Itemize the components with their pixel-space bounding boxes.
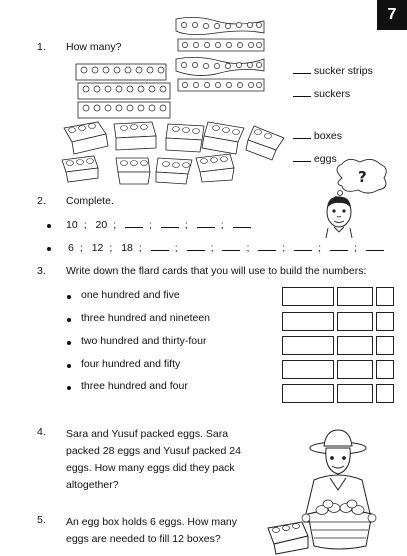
answer-label: eggs xyxy=(313,153,337,165)
boy-avatar xyxy=(322,194,356,238)
q3-item: two hundred and thirty-four xyxy=(81,335,207,347)
seq-value: 10 xyxy=(66,219,78,231)
q4-line: packed 28 eggs and Yusuf packed 24 xyxy=(66,445,241,457)
bullet-icon xyxy=(67,364,71,368)
seq-sep: ; xyxy=(83,219,87,231)
answer-label: suckers xyxy=(313,88,351,100)
bullet-icon xyxy=(67,386,71,390)
flard-card-tens[interactable] xyxy=(337,312,373,331)
q4-line: altogether? xyxy=(66,479,119,491)
flard-card-tens[interactable] xyxy=(337,360,373,379)
seq-sep: ; xyxy=(109,242,113,254)
answer-label: sucker strips xyxy=(313,65,373,77)
answer-line-boxes[interactable] xyxy=(293,129,342,142)
q2-prompt: Complete. xyxy=(66,195,114,207)
farmer-with-eggs-illustration xyxy=(268,426,394,554)
flard-card-hundreds[interactable] xyxy=(282,360,334,379)
q1-number: 1. xyxy=(37,41,46,53)
flard-card-units[interactable] xyxy=(376,360,394,379)
q4-line: Sara and Yusuf packed eggs. Sara xyxy=(66,428,229,440)
sequence-2 xyxy=(68,241,390,254)
egg-boxes-illustration xyxy=(58,118,288,190)
q5-line: eggs are needed to fill 12 boxes? xyxy=(66,533,221,545)
seq-sep: ; xyxy=(353,242,357,254)
seq-sep: ; xyxy=(174,242,178,254)
q3-item: three hundred and nineteen xyxy=(81,312,211,324)
q1-prompt: How many? xyxy=(66,41,122,53)
seq-blank[interactable] xyxy=(366,241,384,251)
flard-card-units[interactable] xyxy=(376,287,394,306)
seq-blank[interactable] xyxy=(187,241,205,251)
flard-card-units[interactable] xyxy=(376,312,394,331)
q4-number: 4. xyxy=(37,426,46,438)
bullet-icon xyxy=(67,295,71,299)
seq-sep: ; xyxy=(113,219,117,231)
bullet-icon xyxy=(47,224,51,228)
q3-prompt: Write down the flard cards that you will use to build the numbers: xyxy=(66,265,367,277)
q3-item: four hundred and fifty xyxy=(81,358,181,370)
seq-sep: ; xyxy=(282,242,286,254)
q2-number: 2. xyxy=(37,195,46,207)
bullet-icon xyxy=(67,318,71,322)
q5-text xyxy=(66,514,237,548)
seq-sep: ; xyxy=(149,219,152,231)
seq-value: 20 xyxy=(95,219,108,231)
q5-number: 5. xyxy=(37,514,46,526)
seq-blank[interactable] xyxy=(222,241,240,251)
flard-card-tens[interactable] xyxy=(337,336,373,355)
question-mark: ? xyxy=(358,168,367,186)
q3-item: one hundred and five xyxy=(81,289,180,301)
q5-line: An egg box holds 6 eggs. How many xyxy=(66,516,238,528)
flard-card-hundreds[interactable] xyxy=(282,336,334,355)
answer-line-sucker-strips[interactable] xyxy=(293,64,373,77)
seq-sep: ; xyxy=(220,219,224,231)
flard-card-tens[interactable] xyxy=(337,287,373,306)
seq-sep: ; xyxy=(318,242,322,254)
seq-sep: ; xyxy=(79,242,83,254)
bullet-icon xyxy=(47,247,51,251)
sucker-strips-stack xyxy=(176,17,268,99)
flard-card-hundreds[interactable] xyxy=(282,287,334,306)
seq-sep: ; xyxy=(184,219,188,231)
seq-blank[interactable] xyxy=(233,218,251,228)
seq-value: 18 xyxy=(121,242,133,254)
q4-text xyxy=(66,426,241,494)
q3-number: 3. xyxy=(37,265,46,277)
flard-card-units[interactable] xyxy=(376,336,394,355)
seq-sep: ; xyxy=(246,242,250,254)
seq-value: 6 xyxy=(68,242,74,254)
seq-blank[interactable] xyxy=(161,218,179,228)
sequence-1 xyxy=(66,218,257,231)
q3-item: three hundred and four xyxy=(81,380,188,392)
sucker-strips-illustration xyxy=(76,64,172,120)
seq-value: 12 xyxy=(91,242,104,254)
flard-card-hundreds[interactable] xyxy=(282,384,334,403)
seq-blank[interactable] xyxy=(258,241,276,251)
seq-blank[interactable] xyxy=(125,218,143,228)
seq-blank[interactable] xyxy=(151,241,169,251)
flard-card-tens[interactable] xyxy=(337,384,373,403)
flard-card-units[interactable] xyxy=(376,384,394,403)
seq-sep: ; xyxy=(210,242,214,254)
seq-blank[interactable] xyxy=(197,218,215,228)
flard-card-hundreds[interactable] xyxy=(282,312,334,331)
answer-label: boxes xyxy=(313,130,342,142)
page-number: 7 xyxy=(377,0,407,30)
seq-blank[interactable] xyxy=(294,241,312,251)
seq-blank[interactable] xyxy=(330,241,348,251)
bullet-icon xyxy=(67,341,71,345)
q4-line: eggs. How many eggs did they pack xyxy=(66,462,235,474)
seq-sep: ; xyxy=(138,242,142,254)
answer-line-suckers[interactable] xyxy=(293,87,350,100)
